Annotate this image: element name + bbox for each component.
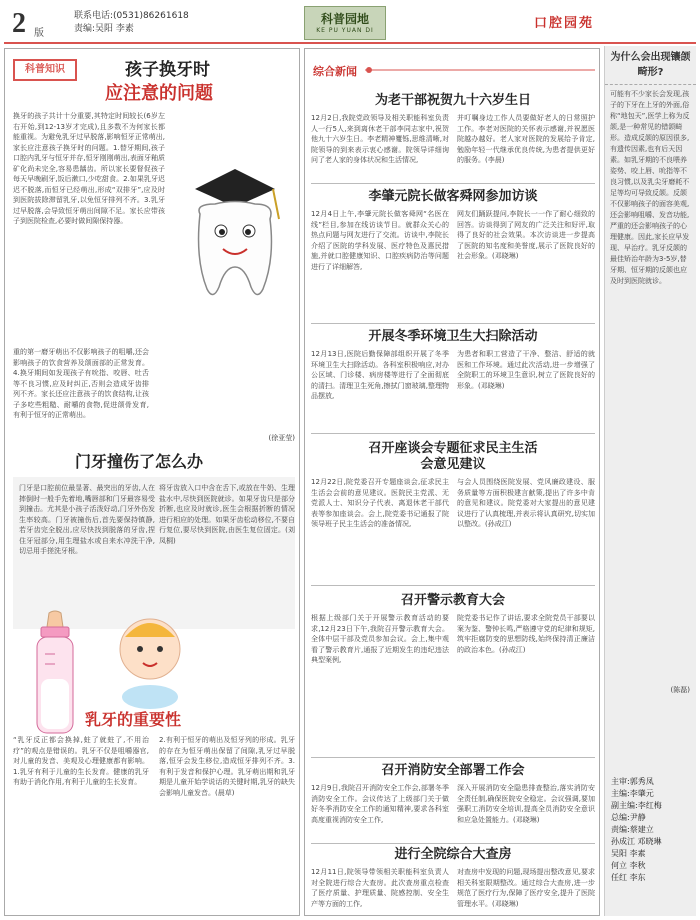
- news-article-3-title: 开展冬季环境卫生大扫除活动: [368, 329, 538, 344]
- news-article-3-col1: 12月13日,医院后勤保障部组织开展了冬季环境卫生大扫除活动。各科室积极响应,对办公区域、门诊楼、病房楼等进行了全面彻底的清扫。清理卫生死角,擦拭门窗玻璃,整理物品摆放,: [311, 350, 449, 400]
- sidebar-credit: (陈磊): [670, 686, 690, 694]
- news-article-6: [311, 763, 595, 841]
- news-article-7-title: 进行全院综合大查房: [394, 847, 512, 862]
- staff-line: 何立 李秋: [611, 861, 646, 870]
- right-sidebar: [604, 46, 696, 916]
- staff-line: 吴阳 李素: [611, 849, 646, 858]
- sidebar-heading: 为什么会出现镶颌畸形?: [605, 46, 696, 85]
- staff-line: 责编:蔡建立: [611, 825, 654, 834]
- staff-line: 主审:郭秀凤: [611, 777, 654, 786]
- door-tooth-article: [13, 477, 295, 629]
- news-divider: [311, 183, 595, 184]
- section-title: 科普园地: [320, 12, 369, 26]
- news-article-5-title: 召开警示教育大会: [400, 593, 505, 608]
- news-article-3: [311, 329, 595, 429]
- news-article-7: [311, 847, 595, 913]
- news-article-2-col2: 网友们踊跃提问,李院长一一作了耐心细致的回答。访谈得到了网友的广泛关注和好评,取得了良好的社会效果。本次访谈进一步提高了医院的知名度和美誉度,展示了医院良好的社会形象。(邓晓琳): [457, 210, 595, 260]
- sidebar-article-body: 可能有不少家长会发现,孩子的下牙在上牙的外面,俗称“地包天”,医学上称为反颌,是一种常见的错颌畸形。造成反颌的原因很多,有遗传因素,也有后天因素。如乳牙期的不良喂养姿势、咬上唇、吮指等不良习惯,以及乳尖牙磨耗不足等均可导致反颌。反颌不仅影响孩子的面容美观,还会影响咀嚼、发音功能,严重的还会影响孩子的心理健康。因此,家长应早发现、早治疗。乳牙反颌的最佳矫治年龄为3-5岁,替牙期、恒牙期的反颌也应及时到医院就诊。: [610, 90, 690, 285]
- news-article-6-col2: 深入开展消防安全隐患排查整治,落实消防安全责任制,确保医院安全稳定。会议强调,要加强职工消防安全培训,提高全员消防安全意识和应急处置能力。(邓晓琳): [457, 784, 595, 824]
- article-teeth-change-col1: 重的第一磨牙萌出不仅影响孩子的咀嚼,还会影响孩子的饮食营养及颌面部的正常发育。4.换牙期间如发现孩子有吮指、咬唇、吐舌等不良习惯,应及时纠正,否则会造成牙齿排列不齐。家长还应注意孩子的饮食结构,让孩子多吃些粗糙、耐嚼的食物,促进颌骨发育,有利于恒牙的正常萌出。: [13, 348, 149, 419]
- page-suffix: 版: [34, 28, 44, 39]
- science-tag: 科普知识: [13, 59, 77, 81]
- news-article-3-col2: 为患者和职工营造了干净、整洁、舒适的就医和工作环境。通过此次活动,进一步增强了全院职工的环境卫生意识,树立了医院良好的形象。(邓晓琳): [457, 350, 595, 390]
- news-article-4-title: 召开座谈会专题征求民主生活会意见建议: [368, 441, 538, 472]
- brand-logo: 口腔园苑: [534, 15, 595, 30]
- staff-line: 孙成江 邓晓琳: [611, 837, 662, 846]
- news-article-1: [311, 93, 595, 179]
- article-teeth-change-body: 换牙的孩子共计十分重要,其特定时间较长(6岁左右开始,到12-13岁才完成),且多数不为何家长都能重视。为避免乳牙过早脱落,影响恒牙正常萌出,家长应注意孩子换牙时的问题。1.替牙期间,孩子口腔内乳牙与恒牙并存,恒牙刚刚萌出,表面牙釉质矿化尚未完全,容易患龋齿。所以家长要督促孩子每天早晚刷牙,饭后漱口,少吃甜食。2.如果乳牙迟迟不脱落,而恒牙已经萌出,形成“双排牙”,应及时到医院拔除滞留乳牙,以免恒牙排列不齐。3.乳牙过早脱落,会导致恒牙萌出间隙不足。家长应带孩子到医院检查,必要时做间隙保持器。: [13, 112, 165, 225]
- staff-line: 主编:李肇元: [611, 789, 654, 798]
- news-divider: [311, 843, 595, 844]
- news-divider: [311, 585, 595, 586]
- article-credit: (徐亚莹): [268, 434, 295, 442]
- news-article-2-title: 李肇元院长做客舜网参加访谈: [368, 189, 538, 204]
- editor-line: 责编:吴阳 李素: [74, 24, 134, 34]
- news-article-2: [311, 189, 595, 319]
- news-article-1-col1: 12月2日,我院党政领导及相关职能科室负责人一行5人,来到离休老干部李同志家中,祝贺他九十六岁生日。李老精神矍铄,思维清晰,对院领导的到来表示衷心感谢。院领导详细询问了老人家的身体状况和生活情况,: [311, 114, 449, 164]
- phone-number: 联系电话:(0531)86261618: [74, 11, 189, 21]
- door-tooth-col2: 将牙齿放入口中含在舌下,或放在牛奶、生理盐水中,尽快到医院就诊。如果牙齿只是部分折断,也应及时就诊,医生会根据折断的情况进行相应的处理。如果牙齿松动移位,不要自行复位,要尽快到医院,由医生复位固定。(刘凤桐): [159, 484, 295, 545]
- news-article-6-col1: 12月9日,我院召开消防安全工作会,部署冬季消防安全工作。会议传达了上级部门关于做好冬季消防安全工作的通知精神,要求各科室高度重视消防安全工作,: [311, 784, 449, 824]
- left-column: [4, 48, 300, 916]
- milk-teeth-article: [13, 735, 295, 911]
- tooth-mascot-icon: [175, 159, 295, 309]
- contact-info: [74, 10, 189, 36]
- news-article-1-title: 为老干部祝贺九十六岁生日: [374, 93, 531, 108]
- news-article-4-col2: 与会人员围绕医院发展、党风廉政建设、服务质量等方面积极建言献策,提出了许多中肯的意见和建议。院党委对大家提出的意见建议进行了认真梳理,并表示将认真研究,切实加以整改。(孙成江): [457, 478, 595, 528]
- baby-bottle-icon: [25, 609, 85, 739]
- door-tooth-col1: 门牙是口腔前位最显著、最突出的牙齿,人在摔倒时一般手先着地,嘴唇部和门牙最容易受到撞击。尤其是小孩子活泼好动,门牙外伤发生率较高。门牙被撞伤后,首先要保持镇静,若牙齿完全脱出,应尽快找到脱落的牙齿,捏住牙冠部分,用生理盐水或自来水冲洗干净,切忌用手搓洗牙根。: [19, 484, 155, 555]
- article-teeth-change-col2: [159, 347, 295, 447]
- staff-line: 副主编:李红梅: [611, 801, 662, 810]
- door-tooth-title: 门牙撞伤了怎么办: [75, 452, 204, 471]
- milk-teeth-col2: 2.有利于恒牙的萌出及恒牙列的形成。乳牙的存在为恒牙萌出保留了间隙,乳牙过早脱落,恒牙会发生移位,造成恒牙排列不齐。3.有利于发音和保护心理。乳牙萌出期和乳牙期是儿童开始学说话的关键时期,乳牙的缺失会影响儿童发音。(晨草): [159, 736, 295, 797]
- decorative-rule-icon: [365, 63, 595, 77]
- news-article-2-col1: 12月4日上午,李肇元院长做客舜网“名医在线”栏目,参加在线访谈节目。就群众关心的热点问题与网友进行了交流。访谈中,李院长介绍了医院的学科发展、医疗特色及惠民措施,并就口腔健康知识、口腔疾病防治等问题进行了详细解答,: [311, 210, 449, 271]
- page-header: [4, 4, 696, 44]
- middle-column: [304, 48, 600, 916]
- staff-line: 总编:尹静: [611, 813, 646, 822]
- news-article-6-title: 召开消防安全部署工作会: [381, 763, 525, 778]
- news-article-7-col2: 对查房中发现的问题,现场提出整改意见,要求相关科室限期整改。通过综合大查房,进一步规范了医疗行为,保障了医疗安全,提升了医院管理水平。(邓晓琳): [457, 868, 595, 908]
- section-pinyin: KE PU YUAN DI: [316, 27, 374, 34]
- news-article-1-col2: 并叮嘱身边工作人员要做好老人的日常照护工作。李老对医院的关怀表示感谢,并祝愿医院越办越好。老人家对医院的发展给予肯定,勉励年轻一代继承优良传统,为患者提供更好的服务。(李晨): [457, 114, 595, 164]
- milk-teeth-col1: “乳牙反正都会换掉,蛀了就蛀了,不用治疗”的观点是错误的。乳牙不仅是咀嚼器官,对儿童的发音、美观及心理健康都有影响。1.乳牙有利于儿童的生长发育。健康的乳牙有助于消化作用,有利于儿童的生长发育。: [13, 736, 149, 786]
- baby-illustration-icon: [105, 609, 195, 709]
- news-tag: 综合新闻: [313, 65, 357, 78]
- staff-line: 任红 李东: [611, 873, 646, 882]
- news-article-7-col1: 12月11日,院领导带领相关职能科室负责人对全院进行综合大查房。此次查房重点检查了医疗质量、护理质量、院感控制、安全生产等方面的工作,: [311, 868, 449, 908]
- staff-list: [605, 776, 697, 884]
- news-divider: [311, 433, 595, 434]
- news-article-4-col1: 12月22日,院党委召开专题座谈会,征求民主生活会会前的意见建议。医院民主党派、无党派人士、知识分子代表、离退休老干部代表等参加座谈会。会上,院党委书记通报了院领导班子民主生活会的准备情况,: [311, 478, 449, 528]
- page-number: 2: [12, 8, 26, 39]
- news-article-5: [311, 593, 595, 753]
- article-teeth-change-cont: [13, 347, 295, 447]
- main-title-line2: 应注意的问题: [105, 83, 213, 104]
- section-banner: [304, 6, 386, 40]
- news-divider: [311, 757, 595, 758]
- main-title-line1: 孩子换牙时: [125, 60, 210, 80]
- news-divider: [311, 323, 595, 324]
- news-article-5-col1: 根据上级部门关于开展警示教育活动的要求,12月23日下午,我院召开警示教育大会。全体中层干部及党员参加会议。会上,集中观看了警示教育片,通报了近期发生的违纪违法典型案例,: [311, 614, 449, 664]
- milk-teeth-title: 乳牙的重要性: [85, 710, 182, 729]
- news-article-4: [311, 441, 595, 581]
- news-article-5-col2: 院党委书记作了讲话,要求全院党员干部要以案为鉴、警钟长鸣,严格遵守党的纪律和规矩,筑牢拒腐防变的思想防线,始终保持清正廉洁的政治本色。(孙成江): [457, 614, 595, 654]
